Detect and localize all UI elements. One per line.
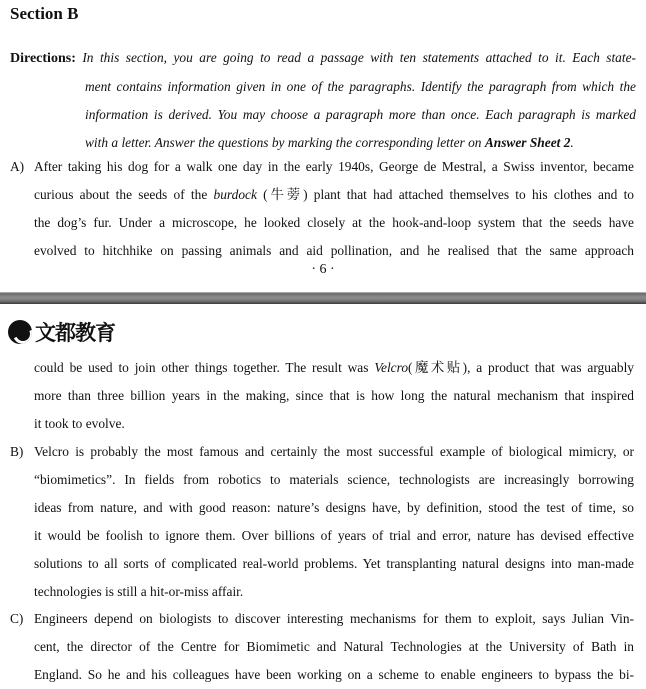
paragraph-line: could be used to join other things together. The result was Velcro(魔术贴), a product that was arguably	[34, 360, 634, 375]
directions-line: ment contains information given in one of the paragraphs. Identify the paragraph from which the	[85, 79, 636, 94]
directions-line: information is derived. You may choose a paragraph more than once. Each paragraph is marked	[85, 107, 636, 122]
paragraph-line: curious about the seeds of the burdock (牛蒡) plant that had attached themselves to his clothes and to	[34, 187, 634, 202]
paragraph-a	[10, 153, 634, 265]
directions-text: In this section, you are going to read a passage with ten statements attached to it. Each state-	[82, 50, 636, 65]
page-number: · 6 ·	[311, 262, 335, 277]
page-separator	[0, 292, 646, 304]
paragraph-b	[10, 438, 634, 606]
paragraph-line: it took to evolve.	[34, 416, 125, 431]
directions-line: Directions: In this section, you are going to read a passage with ten statements attached to it. Each state-	[10, 50, 636, 66]
directions-label: Directions	[10, 51, 72, 66]
paragraph-line: ideas from nature, and with good reason: nature’s designs have, by definition, stood the test of time, so	[34, 500, 634, 515]
paragraph-line: “biomimetics”. In fields from robotics to materials science, technologists are increasingly borrowing	[34, 472, 634, 487]
section-title: Section B	[10, 4, 79, 23]
paragraph-line: cent, the director of the Centre for Biomimetic and Natural Technologies at the University of Bath in	[34, 639, 634, 654]
paragraph-c	[10, 605, 634, 689]
logo	[8, 316, 115, 348]
paragraph-line: more than three billion years in the making, since that is how long the natural mechanism that inspired	[34, 388, 634, 403]
paragraph-line: B) Velcro is probably the most famous and certainly the most successful example of biological mimicry, or	[10, 438, 634, 466]
paragraph-label: A)	[10, 159, 25, 174]
paragraph-line: England. So he and his colleagues have been working on a scheme to enable engineers to bypass the bi-	[34, 667, 634, 682]
wendu-logo-icon	[8, 320, 32, 344]
paragraph-line: the dog’s fur. Under a microscope, he looked closely at the hook-and-loop system that the seeds have	[34, 215, 634, 230]
paragraph-label: B)	[10, 444, 24, 459]
paragraph-label: C)	[10, 611, 24, 626]
paragraph-line: solutions to all sorts of complicated real-world problems. Yet transplanting natural designs into man-made	[34, 556, 634, 571]
paragraph-line: technologies is still a hit-or-miss affair.	[34, 584, 244, 599]
answer-sheet-ref: Answer Sheet 2	[484, 135, 571, 150]
logo-text: 文都教育	[35, 321, 115, 345]
paragraph-line: A) After taking his dog for a walk one day in the early 1940s, George de Mestral, a Swiss inventor, became	[10, 153, 634, 181]
paragraph-line: evolved to hitchhike on passing animals and aid pollination, and he realised that the same approach	[34, 243, 634, 258]
paragraph-a-continued	[10, 354, 634, 438]
paragraph-line: it would be foolish to ignore them. Over billions of years of trial and error, nature has devised effective	[34, 528, 634, 543]
directions-line: with a letter. Answer the questions by marking the corresponding letter on Answer Sheet 2.	[85, 135, 574, 150]
directions	[10, 44, 636, 157]
paragraph-line: C) Engineers depend on biologists to discover interesting mechanisms for them to exploit, says Julian Vin-	[10, 605, 634, 633]
